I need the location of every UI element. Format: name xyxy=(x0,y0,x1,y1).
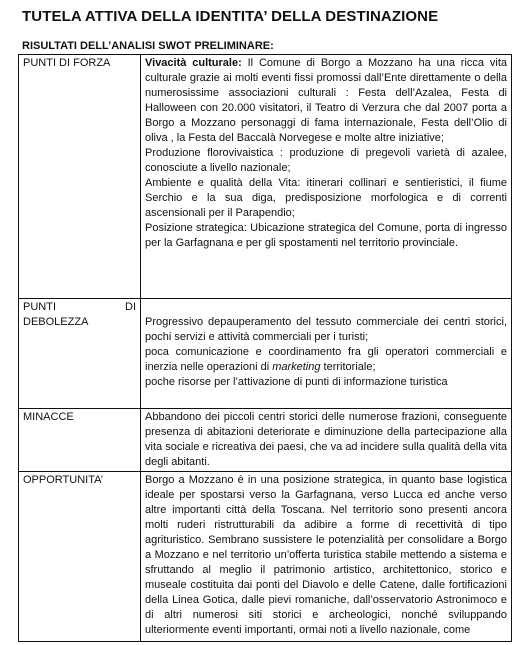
opportunities-label: OPPORTUNITA’ xyxy=(19,472,141,642)
strength-text: Il Comune di Borgo a Mozzano ha una ricca vita culturale grazie ai molti eventi fissi promossi dall’Ente direttamente o della numerosissime associazioni culturali : Festa dell’Azalea, Festa di Halloween con 20.000 visitatori, il Teatro di Verzura che dal 2007 porta a Borgo a Mozzano personaggi di fama internazionale, Festa dell’Olio di oliva , la Festa del Baccalà Norvegese e molte altre iniziative; xyxy=(145,57,507,144)
strength-item xyxy=(145,56,507,146)
strengths-content xyxy=(141,55,512,299)
threats-content: Abbandono dei piccoli centri storici delle numerose frazioni, conseguente presenza di abitazioni deteriorate e diminuzione della partecipazione alla vita sociale e ricreativa dei paesi, che va ad incidere sulla qualità della vita degli abitanti. xyxy=(141,409,512,472)
weakness-line xyxy=(145,345,507,375)
weakness-text: territoriale; xyxy=(320,361,376,373)
strength-item xyxy=(145,146,507,176)
section-subtitle: RISULTATI DELL’ANALISI SWOT PRELIMINARE: xyxy=(22,40,274,52)
weakness-text-italic: marketing xyxy=(272,361,321,373)
weaknesses-content xyxy=(141,299,512,409)
strength-heading: Vivacità culturale: xyxy=(145,57,242,69)
strength-text: itinerari collinari e sentieristici, il fiume Serchio e la sua diga, predisposizione morfologica e di correnti ascensionali per il Parapendio; xyxy=(145,177,507,219)
swot-row-threats xyxy=(19,409,512,472)
threats-label: MINACCE xyxy=(19,409,141,472)
strength-text: Ubicazione strategica del Comune, porta di ingresso per la Garfagnana e per gli spostamenti nel territorio provinciale. xyxy=(145,222,507,249)
swot-row-strengths xyxy=(19,55,512,299)
weakness-line: poche risorse per l’attivazione di punti di informazione turistica xyxy=(145,376,448,388)
swot-row-weaknesses xyxy=(19,299,512,409)
document-title: TUTELA ATTIVA DELLA IDENTITA’ DELLA DESTINAZIONE xyxy=(22,8,439,25)
weaknesses-label-word: PUNTI xyxy=(23,301,56,313)
strength-item xyxy=(145,221,507,251)
weaknesses-label-word: DI xyxy=(125,301,136,313)
strength-heading: Posizione strategica: xyxy=(145,222,247,234)
weaknesses-label xyxy=(19,299,141,409)
strength-item xyxy=(145,176,507,221)
swot-row-opportunities xyxy=(19,472,512,642)
strength-text: produzione di pregevoli varietà di azalee, conosciute a livello nazionale; xyxy=(145,147,507,174)
weakness-line: Progressivo depauperamento del tessuto commerciale dei centri storici, pochi servizi e attività commerciali per i turisti; xyxy=(145,316,507,343)
strength-heading: Ambiente e qualità della Vita: xyxy=(145,177,301,189)
weaknesses-label-word: DEBOLEZZA xyxy=(23,316,89,328)
weakness-text: poca comunicazione e coordinamento fra gli operatori commerciali e inerzia nelle operazioni di xyxy=(145,346,507,373)
strengths-label: PUNTI DI FORZA xyxy=(19,55,141,299)
swot-table xyxy=(18,54,512,642)
strength-heading: Produzione florovivaistica : xyxy=(145,147,283,159)
opportunities-content: Borgo a Mozzano è in una posizione strategica, in quanto base logistica ideale per spostarsi verso la Garfagnana, verso Lucca ed anche verso altre importanti città della Toscana. Nel territorio sono presenti ancora molti ruderi ristrutturabili da adibire a forme di recettività di tipo agrituristico. Sembrano sussistere le potenzialità per consolidare a Borgo a Mozzano e nel territorio un’offerta turistica stabile mettendo a sistema e sfruttando al meglio il patrimonio artistico, architettonico, storico e museale costituita dai ponti del Diavolo e delle Catene, dalle fortificazioni della Linea Gotica, dalle pievi romaniche, dall’osservatorio Astronimoco e di altri numerosi siti storici e archeologici, nonché sviluppando ulteriormente eventi importanti, ormai noti a livello nazionale, come xyxy=(141,472,512,642)
